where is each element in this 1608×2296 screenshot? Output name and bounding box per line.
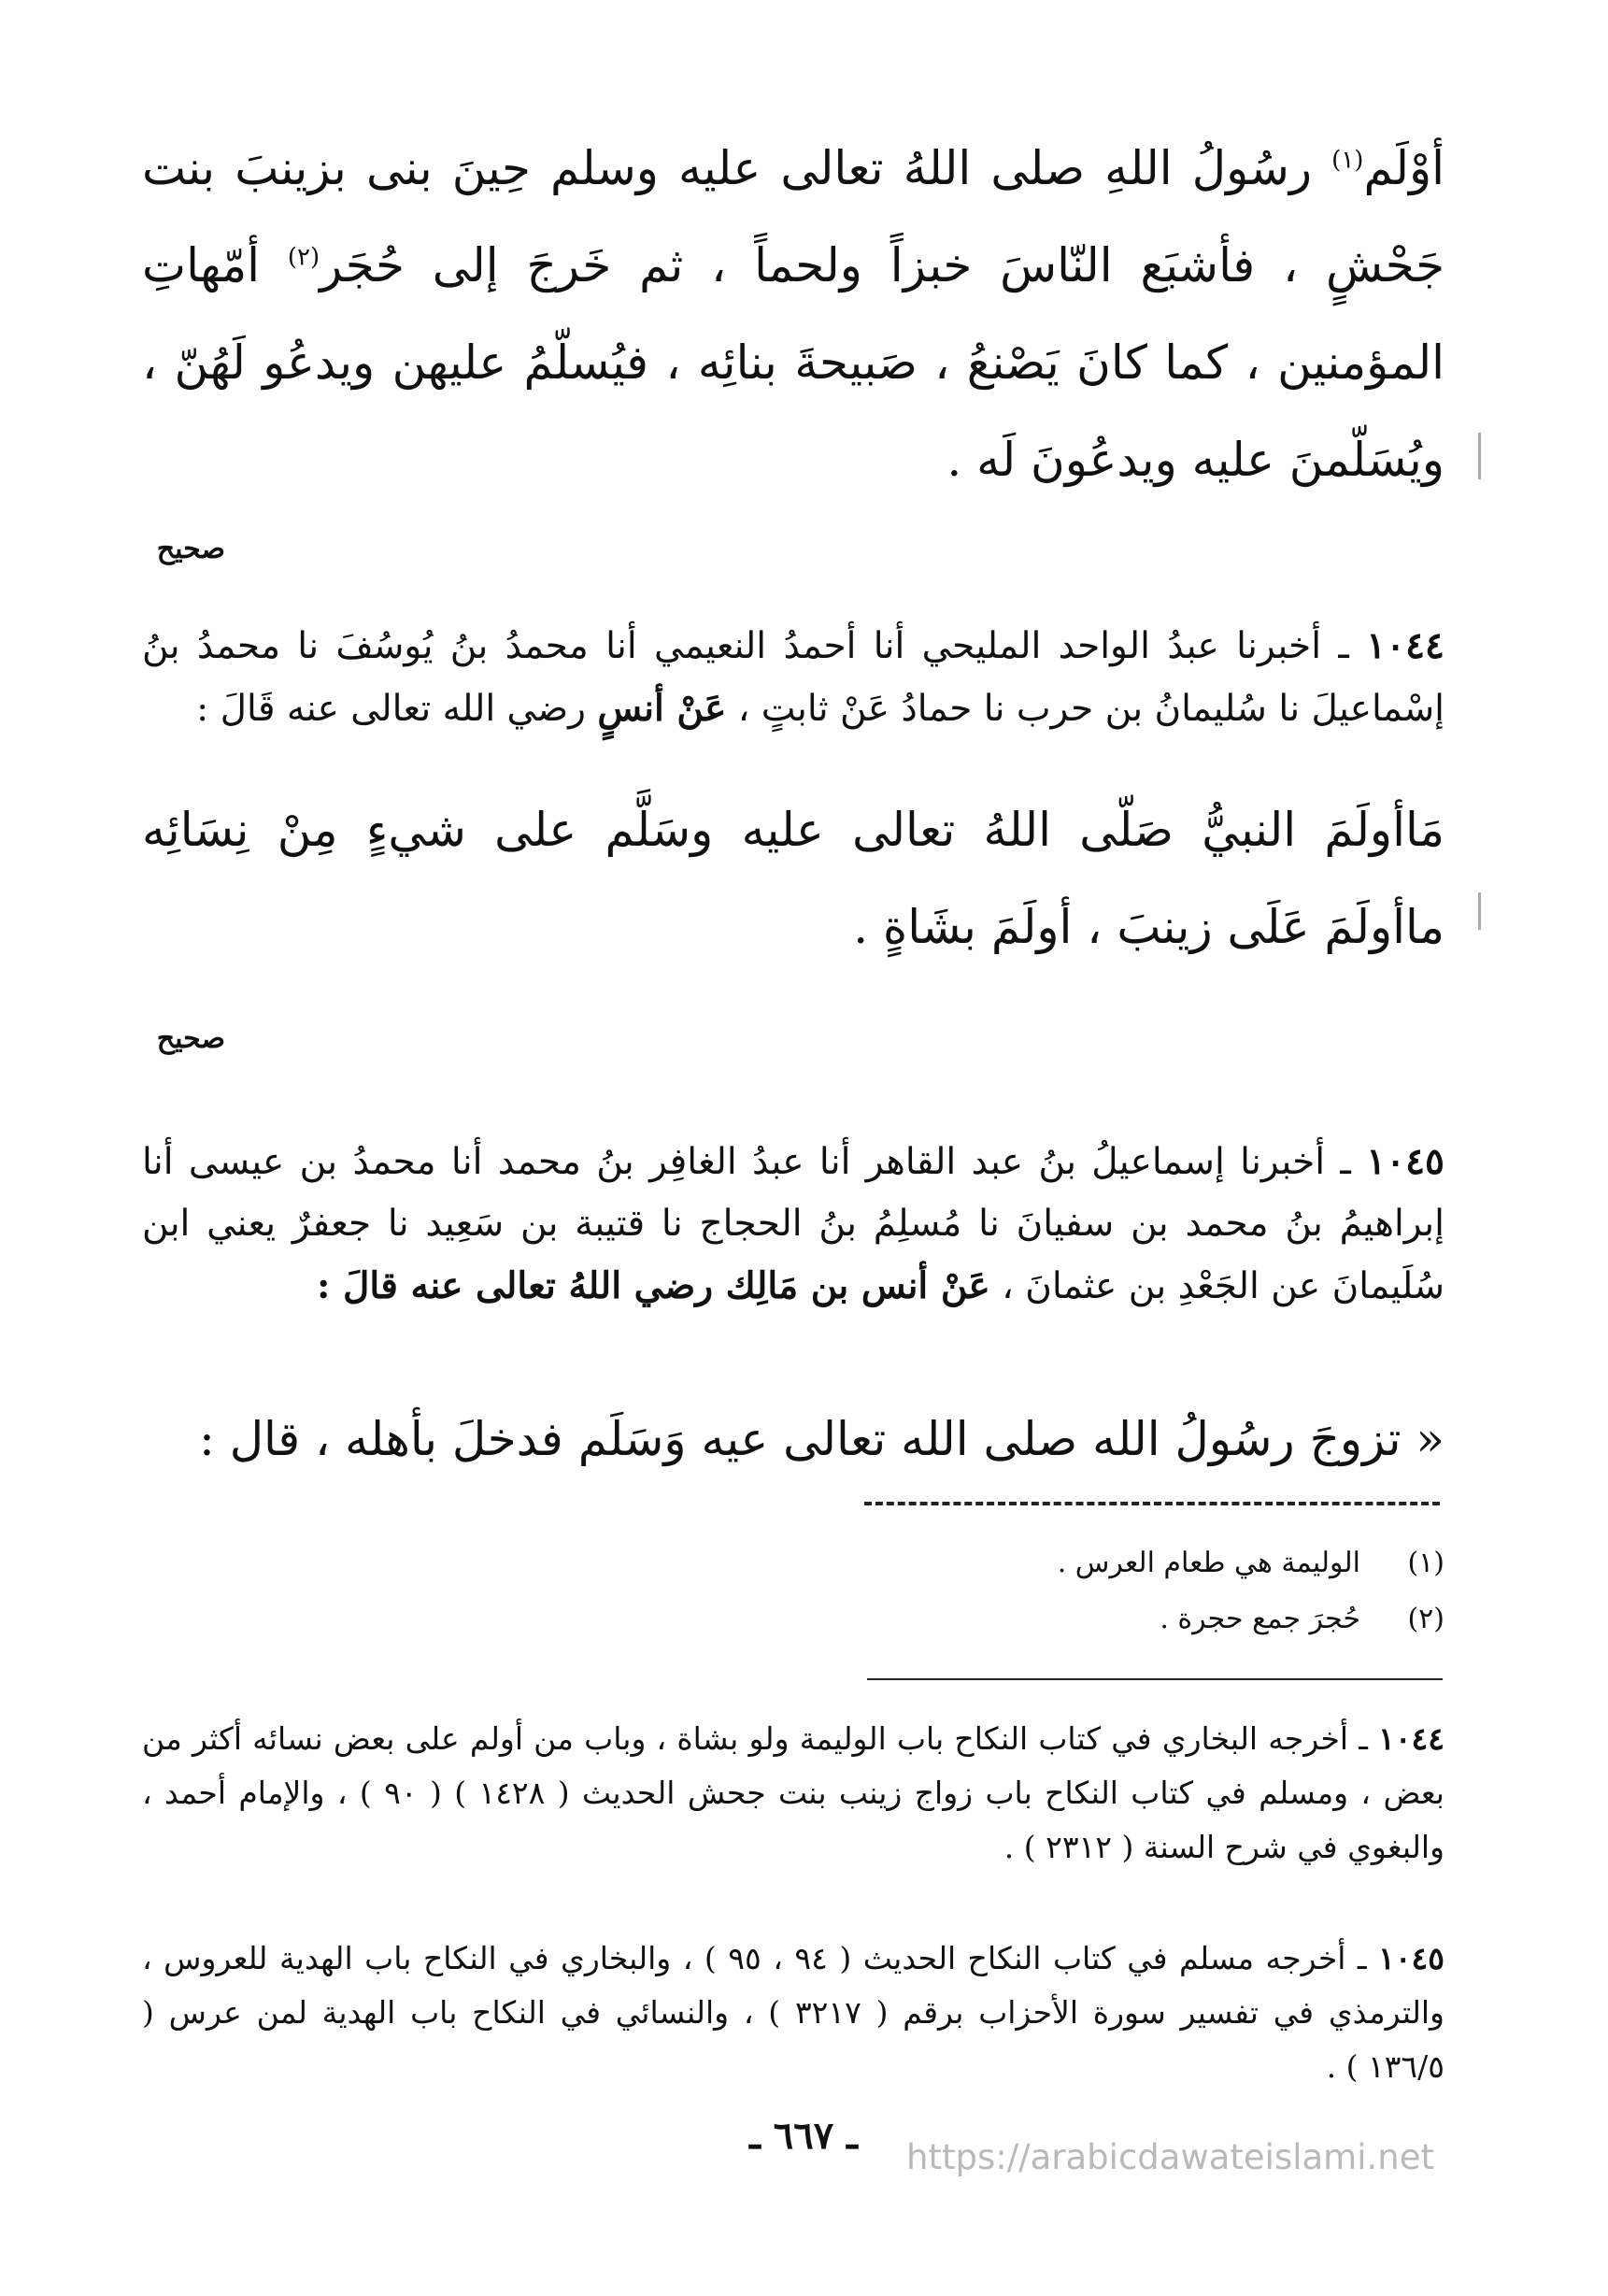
takhrij-text: ـ أخرجه البخاري في كتاب النكاح باب الوليمة ولو بشاة ، وباب من أولم على بعض نسائه أكثر من بعض ، ومسلم في كتاب النكاح باب زواج زينب بنت جحش الحديث ( ١٤٢٨ ) ( ٩٠ ) ، والإمام أحمد ، والبغوي في شرح السنة ( ٢٣١٢ ) . [142, 1720, 1444, 1865]
footnote-marker-1[interactable]: (١) [1331, 146, 1364, 175]
matn-part: رسُولُ اللهِ صلى اللهُ تعالى عليه وسلم حِينَ بنى بزينبَ بنت جَحْشٍ ، فأشبَع النّاسَ خبزاً ولحماً ، ثم خَرجَ إلى حُجَر [142, 141, 1444, 292]
narrator-name: عَنْ أنس بن مَالِك رضي اللهُ تعالى عنه قالَ : [317, 1264, 990, 1307]
footnote-2 [510, 1601, 1444, 1638]
hadith-1044-isnad [142, 615, 1444, 740]
isnad-chain: ـ أخبرنا إسماعيلُ بنُ عبد القاهر أنا عبدُ الغافِر بنُ محمد أنا محمدُ بن عيسى أنا إبراهيمُ بنُ محمد بن سفيانَ نا مُسلِمُ بنُ الحجاج نا قتيبة بن سَعِيد نا جعفرٌ يعني ابن سُلَيمانَ عن الجَعْدِ بن عثمانَ ، [142, 1141, 1444, 1307]
hadith-number: ١٠٤٥ [1366, 1140, 1444, 1183]
takhrij-text: ـ أخرجه مسلم في كتاب النكاح الحديث ( ٩٤ ، ٩٥ ) ، والبخاري في النكاح باب الهدية للعروس ، والترمذي في تفسير سورة الأحزاب برقم ( ٣٢١٧ ) ، والنسائي في النكاح باب الهدية لمن عرس ( ١٣٦/٥ ) . [142, 1940, 1444, 2085]
isnad-chain-end: رضي الله تعالى عنه قَالَ : [196, 688, 598, 730]
takhrij-separator [867, 1678, 1443, 1680]
hadith-1045-matn: « تزوجَ رسُولُ الله صلى الله تعالى عيه وَسَلَم فدخلَ بأهله ، قال : [198, 1412, 1444, 1466]
matn-part: أمّهاتِ المؤمنين ، كما كانَ يَصْنعُ ، صَبيحةَ بنائِه ، فيُسلّمُ عليهن ويدعُو لَهُنّ ، ويُسَلّمنَ عليه ويدعُونَ لَه . [142, 238, 1444, 487]
hadith-grade-label: صحيح [156, 1022, 225, 1055]
narrator-name: عَنْ أنسٍ [597, 687, 727, 730]
footnote-1 [510, 1545, 1444, 1582]
takhrij-number: ١٠٤٥ [1378, 1940, 1444, 1976]
takhrij-1044 [142, 1712, 1444, 1875]
footnote-marker-2[interactable]: (٢) [287, 243, 320, 272]
isnad-chain: ـ أخبرنا عبدُ الواحد المليحي أنا أحمدُ النعيمي أنا محمدُ بنُ يُوسُفَ نا محمدُ بنُ إسْماعيلَ نا سُليمانُ بن حرب نا حمادُ عَنْ ثابتٍ ، [142, 625, 1444, 730]
takhrij-number: ١٠٤٤ [1378, 1720, 1445, 1757]
page-number: ـ ٦٦٧ ـ [749, 2114, 858, 2158]
matn-part: أوْلَم [1363, 141, 1444, 195]
footnote-number: (٢) [1407, 1603, 1444, 1635]
scan-edge-mark [1478, 433, 1481, 479]
hadith-1045-isnad [142, 1131, 1444, 1318]
footnote-number: (١) [1407, 1547, 1444, 1579]
scan-edge-mark [1478, 892, 1481, 930]
footnote-text: حُجرَ جمع حجرة . [1160, 1603, 1360, 1635]
footnote-text: الوليمة هي طعام العرس . [1057, 1547, 1360, 1579]
footnote-dashed-separator [864, 1502, 1440, 1505]
hadith-number: ١٠٤٤ [1366, 624, 1444, 667]
watermark-url[interactable]: https://arabicdawateislami.net [906, 2137, 1434, 2177]
hadith-1044-matn: مَاأولَمَ النبيُّ صَلّى اللهُ تعالى عليه وسَلَّم على شيءٍ مِنْ نِسَائِه ماأولَمَ عَلَى زينبَ ، أولَمَ بشَاةٍ . [142, 803, 1444, 954]
takhrij-1045 [142, 1932, 1444, 2094]
hadith-1043-matn [142, 120, 1444, 508]
hadith-grade-label: صحيح [156, 533, 225, 565]
